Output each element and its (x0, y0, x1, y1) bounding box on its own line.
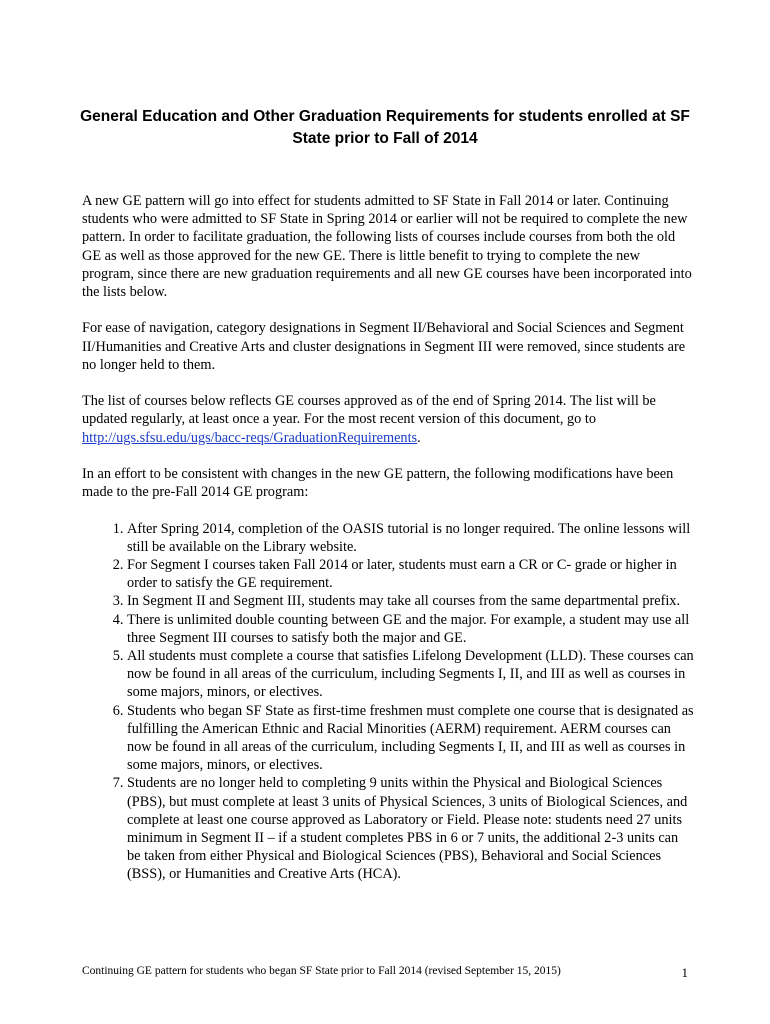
list-item: 6. Students who began SF State as first-time freshmen must complete one course that is designated as fulfilling the American Ethnic and Racial Minorities (AERM) requirement. AERM courses can now be found in all areas of the curriculum, including Segments I, II, and III as well as courses in some majors, minors, or electives. (127, 702, 694, 775)
list-item: 7. Students are no longer held to completing 9 units within the Physical and Biological Sciences (PBS), but must complete at least 3 units of Physical Sciences, 3 units of Biological Sciences, and complete at least one course approved as Laboratory or Field. Please note: students need 27 units minimum in Segment II – if a student completes PBS in 6 or 7 units, the additional 2-3 units can be taken from either Physical and Biological Sciences (PBS), Behavioral and Social Sciences (BSS), or Humanities and Creative Arts (HCA). (127, 774, 694, 883)
list-item: 5. All students must complete a course that satisfies Lifelong Development (LLD). These courses can now be found in all areas of the curriculum, including Segments I, II, and III as well as courses in some majors, minors, or electives. (127, 647, 694, 702)
footer-text: Continuing GE pattern for students who began SF State prior to Fall 2014 (revised September 15, 2015) (82, 965, 561, 977)
list-item: 4. There is unlimited double counting between GE and the major. For example, a student may use all three Segment III courses to satisfy both the major and GE. (127, 611, 694, 647)
document-title: General Education and Other Graduation Requirements for students enrolled at SF State prior to Fall of 2014 (80, 108, 690, 147)
course-list-text: The list of courses below reflects GE courses approved as of the end of Spring 2014. The list will be updated regularly, at least once a year. For the most recent version of this document, go to (82, 393, 656, 428)
modifications-list (82, 520, 694, 884)
document-body (82, 192, 694, 884)
list-item: 3. In Segment II and Segment III, students may take all courses from the same departmental prefix. (127, 592, 694, 610)
navigation-paragraph: For ease of navigation, category designations in Segment II/Behavioral and Social Sciences and Segment II/Humanities and Creative Arts and cluster designations in Segment III were removed, since students are no longer held to them. (82, 320, 686, 373)
intro-paragraph: A new GE pattern will go into effect for students admitted to SF State in Fall 2014 or later. Continuing students who were admitted to SF State in Spring 2014 or earlier will not be required to complete the new pattern. In order to facilitate graduation, the following lists of courses include courses from both the old GE as well as those approved for the new GE. There is little benefit to trying to complete the new program, since there are new graduation requirements and all new GE courses have been incorporated into the lists below. (82, 193, 692, 301)
modifications-paragraph: In an effort to be consistent with changes in the new GE pattern, the following modifications have been made to the pre-Fall 2014 GE program: (82, 466, 674, 501)
graduation-requirements-link[interactable]: http://ugs.sfsu.edu/ugs/bacc-reqs/GraduationRequirements (82, 429, 418, 446)
course-list-text-end: . (417, 429, 421, 446)
course-list-paragraph (82, 392, 694, 447)
page-footer (82, 963, 694, 979)
list-item: 2. For Segment I courses taken Fall 2014 or later, students must earn a CR or C- grade or higher in order to satisfy the GE requirement. (127, 556, 694, 592)
list-item: 1. After Spring 2014, completion of the OASIS tutorial is no longer required. The online lessons will still be available on the Library website. (127, 520, 694, 556)
page-number: 1 (681, 965, 688, 980)
